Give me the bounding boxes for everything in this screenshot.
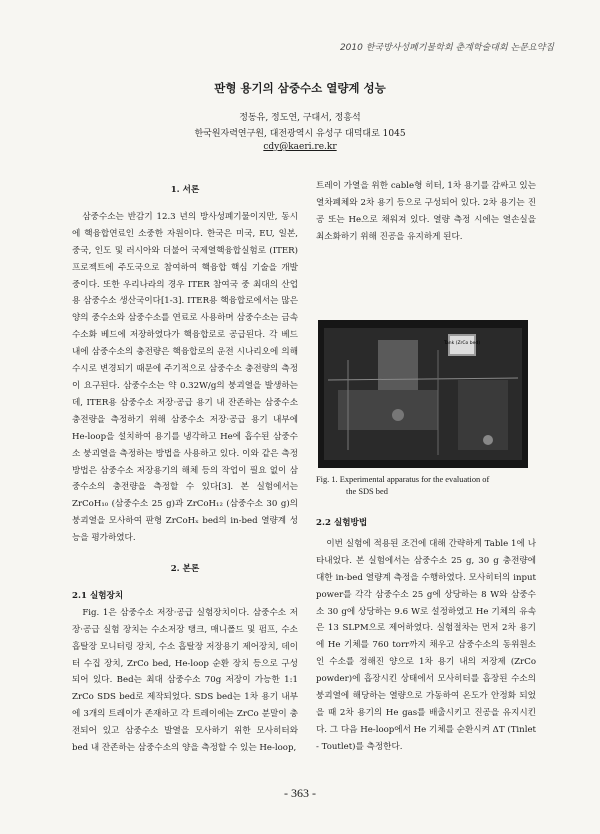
figure-tank-label: Tank (ZrCo bed) <box>444 341 480 346</box>
figure-caption <box>316 474 532 498</box>
email-line <box>0 142 600 152</box>
section-heading-body: 2. 본론 <box>170 564 200 575</box>
conference-header: 2010 한국방사성폐기물학회 춘계학술대회 논문요약집 <box>339 43 554 53</box>
left-column <box>72 178 298 757</box>
apparatus-paragraph-head: Fig. 1은 삼중수소 저장·공급 실험장치이다. 삼중수소 저장·공급 실험 장치는 수소저장 탱크, 매니폴드 및 펌프, 수소 흡탈장 모니터링 장치, 수소 흡탈장 저장용기 제어장치, 데이터 수집 장치, ZrCo bed, He-loop 순환 장치 등으로 구성되어 있다. Bed는 최대 삼중수소 70g 저장이 가능한 1:1 ZrCo SDS bed로 제작되었다. SDS bed는 1차 용기 내부에 3개의 트레이가 존재하고 각 트레이에는 ZrCo 분말이 충전되어 있고 삼중수소 발열을 모사하기 위한 모사히터와 bed 내 잔존하는 삼중수소의 양을 측정할 수 있는 He-loop, <box>72 607 298 754</box>
figure-apparatus-photo <box>318 320 528 468</box>
subsection-heading-apparatus: 2.1 실험장치 <box>72 590 124 601</box>
apparatus-paragraph <box>316 178 536 306</box>
method-paragraph: 이번 실험에 적용된 조건에 대해 간략하게 Table 1에 나타내었다. 본 실험에서는 삼중수소 25 g, 30 g 충전량에 대한 in-bed 열량계 측정을 수행하였다. 모사히터의 input power를 각각 삼중수소 25 g에 상당하는 8 W와 삼중수소 30 g에 상당하는 9.6 W로 설정하였고 He 기체의 유속은 13 SLPM으로 제어하였다. 실험절차는 먼저 2차 용기에 He 기체를 760 torr까지 채우고 삼중수소의 동위원소인 수소를 정해진 양으로 1차 용기 내의 저장제 (ZrCo powder)에 흡장시킨 상태에서 모사히터를 흡장된 수소의 붕괴열에 해당하는 열량으로 가동하여 온도가 안정화 되었을 때 2차 용기의 He gas를 배출시키고 진공을 유지시킨다. 그 다음 He-loop에서 He 기체를 순환시켜 ΔT (Tinlet - Toutlet)를 측정한다. <box>316 538 536 752</box>
intro-paragraph: 삼중수소는 반감기 12.3 년의 방사성폐기물이지만, 동시에 핵융합연료인 소중한 자원이다. 한국은 미국, EU, 일본, 중국, 인도 및 러시아와 더불어 국제열핵융합실험로 (ITER) 프로젝트에 주도국으로 참여하여 핵융합 핵심 기술을 개발 중이다. 또한 우리나라의 경우 ITER 참여국 중 최대의 산업용 삼중수소 생산국이다[1-3]. ITER용 핵융합로에서는 많은 양의 중수소와 삼중수소를 연료로 사용하며 삼중수소는 금속 수소화 베드에 저장하였다가 핵융합로로 공급된다. 각 베드 내에 삼중수소의 충전량은 핵융합로의 운전 시나리오에 의해 수시로 변경되기 때문에 주기적으로 삼중수소 충전량의 측정이 요구된다. 삼중수소는 약 0.32W/g의 붕괴열을 발생하는데, ITER용 삼중수소 저장·공급 용기 내 잔존하는 삼중수소 충전량을 측정하기 위해 삼중수소 저장·공급 용기 내부에 He-loop을 설치하여 용기를 냉각하고 He에 흡수된 삼중수소 붕괴열을 측정하는 방법을 사용하고 있다. 이와 같은 측정방법은 삼중수소 저장용기의 해체 등의 작업이 필요 없이 삼중수소의 충전량을 측정할 수 있다[3]. 본 실험에서는 ZrCoH₁₀ (삼중수소 25 g)과 ZrCoH₁₂ (삼중수소 30 g)의 붕괴열을 모사하여 판형 ZrCoHₓ bed의 in-bed 열량계 성능을 평가하였다. <box>72 211 298 544</box>
figure-caption-line1: Fig. 1. Experimental apparatus for the evaluation of <box>316 475 490 484</box>
authors: 정동유, 정도연, 구대서, 정흥석 <box>239 113 361 123</box>
figure-caption-line2: the SDS bed <box>346 487 388 496</box>
apparatus-text-tail: 트레이 가열을 위한 cable형 히터, 1차 용기를 감싸고 있는 열차폐체와 2차 용기 등으로 구성되어 있다. 2차 용기는 진공 또는 He으로 채워져 있다. 열량 측정 시에는 열손실을 최소화하기 위해 진공을 유지하게 된다. <box>316 181 536 242</box>
affiliation: 한국원자력연구원, 대전광역시 유성구 대덕대로 1045 <box>194 129 406 139</box>
email-link[interactable]: cdy@kaeri.re.kr <box>263 142 337 152</box>
section-heading-intro: 1. 서론 <box>170 185 200 195</box>
apparatus-photo-drawing <box>318 320 528 468</box>
right-column-bottom <box>316 515 536 756</box>
right-column-top <box>316 178 536 306</box>
paper-title: 판형 용기의 삼중수소 열량계 성능 <box>214 81 386 95</box>
subsection-heading-method: 2.2 실험방법 <box>316 518 368 528</box>
page-number: - 363 - <box>284 786 316 800</box>
